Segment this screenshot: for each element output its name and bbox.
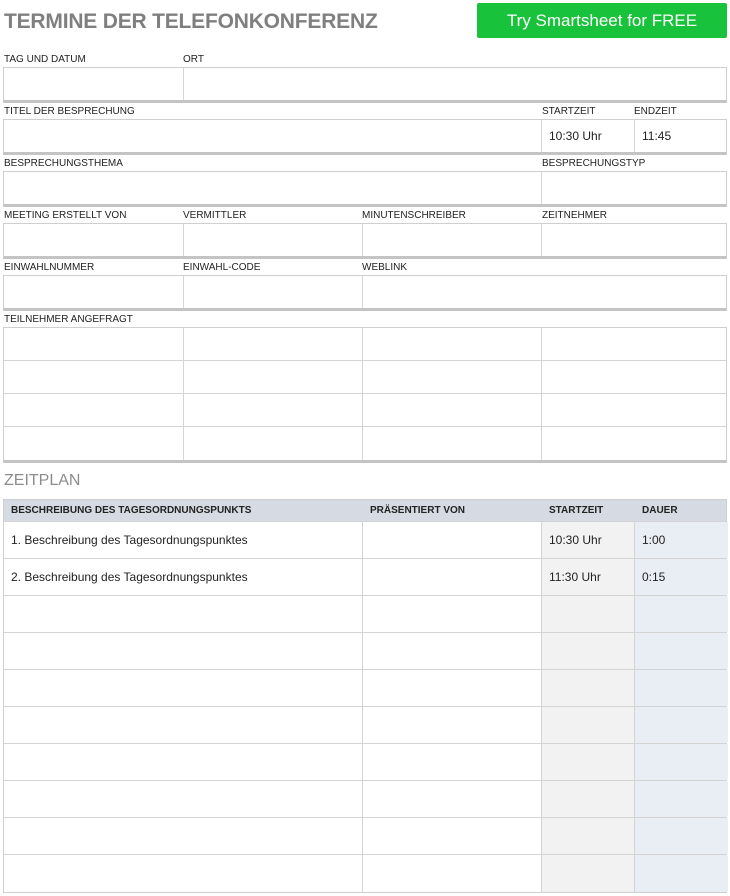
label-teilnehmer: TEILNEHMER ANGEFRAGT bbox=[4, 314, 133, 325]
participant-cell[interactable] bbox=[542, 361, 726, 393]
table-row bbox=[4, 633, 726, 670]
participants-grid bbox=[3, 327, 727, 463]
end-time-field[interactable]: 11:45 bbox=[642, 129, 672, 143]
agenda-presenter-cell[interactable] bbox=[363, 855, 542, 892]
agenda-presenter-cell[interactable] bbox=[363, 744, 542, 780]
agenda-description-cell[interactable] bbox=[4, 633, 363, 669]
participant-cell[interactable] bbox=[184, 394, 363, 426]
form-row-roles bbox=[3, 209, 727, 259]
label-minutenschreiber: MINUTENSCHREIBER bbox=[362, 210, 466, 221]
agenda-start-cell[interactable] bbox=[542, 707, 635, 743]
agenda-description-cell[interactable]: 1. Beschreibung des Tagesordnungspunktes bbox=[4, 522, 363, 558]
table-row bbox=[4, 559, 726, 596]
participant-cell[interactable] bbox=[363, 361, 542, 393]
participant-cell[interactable] bbox=[184, 328, 363, 360]
agenda-start-cell[interactable] bbox=[542, 670, 635, 706]
created-by-field[interactable] bbox=[4, 224, 184, 256]
agenda-start-cell[interactable] bbox=[542, 855, 635, 892]
participants-row bbox=[4, 394, 726, 427]
agenda-description-cell[interactable] bbox=[4, 596, 363, 632]
schedule-header-row bbox=[4, 500, 726, 522]
label-startzeit: STARTZEIT bbox=[542, 106, 596, 117]
label-einwahl-code: EINWAHL-CODE bbox=[183, 262, 261, 273]
agenda-start-cell[interactable]: 10:30 Uhr bbox=[542, 522, 635, 558]
participant-cell[interactable] bbox=[184, 361, 363, 393]
agenda-start-cell[interactable] bbox=[542, 596, 635, 632]
agenda-presenter-cell[interactable] bbox=[363, 633, 542, 669]
agenda-start-cell[interactable] bbox=[542, 744, 635, 780]
form-row-dial-in bbox=[3, 261, 727, 311]
agenda-start-cell[interactable] bbox=[542, 781, 635, 817]
agenda-description-cell[interactable] bbox=[4, 744, 363, 780]
table-row bbox=[4, 670, 726, 707]
form-row-topic-type bbox=[3, 157, 727, 207]
participant-cell[interactable] bbox=[363, 328, 542, 360]
minute-taker-field[interactable] bbox=[363, 224, 542, 256]
weblink-field[interactable] bbox=[363, 276, 726, 308]
agenda-duration-cell[interactable]: 1:00 bbox=[635, 522, 728, 558]
table-row bbox=[4, 855, 726, 892]
agenda-presenter-cell[interactable] bbox=[363, 781, 542, 817]
meeting-type-field[interactable] bbox=[542, 172, 726, 204]
table-row bbox=[4, 818, 726, 855]
schedule-title: ZEITPLAN bbox=[4, 472, 81, 489]
label-erstellt-von: MEETING ERSTELLT VON bbox=[4, 210, 127, 221]
agenda-duration-cell[interactable] bbox=[635, 781, 728, 817]
agenda-duration-cell[interactable]: 0:15 bbox=[635, 559, 728, 595]
agenda-presenter-cell[interactable] bbox=[363, 596, 542, 632]
col-header-presenter: PRÄSENTIERT VON bbox=[370, 505, 466, 516]
agenda-description-cell[interactable] bbox=[4, 781, 363, 817]
participant-cell[interactable] bbox=[542, 328, 726, 360]
dial-in-code-field[interactable] bbox=[184, 276, 363, 308]
label-zeitnehmer: ZEITNEHMER bbox=[542, 210, 607, 221]
dial-in-number-field[interactable] bbox=[4, 276, 184, 308]
participant-cell[interactable] bbox=[542, 394, 726, 426]
label-endzeit: ENDZEIT bbox=[634, 106, 677, 117]
agenda-description-cell[interactable] bbox=[4, 818, 363, 854]
agenda-presenter-cell[interactable] bbox=[363, 670, 542, 706]
agenda-duration-cell[interactable] bbox=[635, 818, 728, 854]
col-header-duration: DAUER bbox=[642, 505, 678, 516]
label-typ: BESPRECHUNGSTYP bbox=[542, 158, 646, 169]
form-row-date-location bbox=[3, 53, 727, 103]
agenda-duration-cell[interactable] bbox=[635, 744, 728, 780]
participant-cell[interactable] bbox=[4, 328, 184, 360]
agenda-start-cell[interactable] bbox=[542, 633, 635, 669]
table-row bbox=[4, 596, 726, 633]
label-ort: ORT bbox=[183, 54, 204, 65]
agenda-duration-cell[interactable] bbox=[635, 633, 728, 669]
participant-cell[interactable] bbox=[363, 427, 542, 460]
agenda-duration-cell[interactable] bbox=[635, 855, 728, 892]
participant-cell[interactable] bbox=[363, 394, 542, 426]
participant-cell[interactable] bbox=[4, 394, 184, 426]
label-vermittler: VERMITTLER bbox=[183, 210, 247, 221]
agenda-start-cell[interactable] bbox=[542, 818, 635, 854]
participants-section bbox=[3, 313, 727, 463]
timekeeper-field[interactable] bbox=[542, 224, 726, 256]
start-time-field[interactable]: 10:30 Uhr bbox=[542, 120, 635, 152]
participants-row bbox=[4, 427, 726, 460]
participants-row bbox=[4, 361, 726, 394]
agenda-start-cell[interactable]: 11:30 Uhr bbox=[542, 559, 635, 595]
location-field[interactable] bbox=[184, 68, 726, 100]
meeting-topic-field[interactable] bbox=[4, 172, 542, 204]
agenda-description-cell[interactable] bbox=[4, 855, 363, 892]
participant-cell[interactable] bbox=[184, 427, 363, 460]
participant-cell[interactable] bbox=[542, 427, 726, 460]
agenda-presenter-cell[interactable] bbox=[363, 522, 542, 558]
agenda-description-cell[interactable] bbox=[4, 707, 363, 743]
col-header-start: STARTZEIT bbox=[549, 505, 604, 516]
agenda-duration-cell[interactable] bbox=[635, 670, 728, 706]
label-thema: BESPRECHUNGSTHEMA bbox=[4, 158, 123, 169]
table-row bbox=[4, 522, 726, 559]
schedule-table bbox=[3, 499, 727, 893]
table-row bbox=[4, 744, 726, 781]
agenda-presenter-cell[interactable] bbox=[363, 818, 542, 854]
label-titel: TITEL DER BESPRECHUNG bbox=[4, 106, 135, 117]
agenda-duration-cell[interactable] bbox=[635, 707, 728, 743]
agenda-description-cell[interactable]: 2. Beschreibung des Tagesordnungspunktes bbox=[4, 559, 363, 595]
date-field[interactable] bbox=[4, 68, 184, 100]
label-weblink: WEBLINK bbox=[362, 262, 408, 273]
form-row-title-time bbox=[3, 105, 727, 155]
table-row bbox=[4, 781, 726, 818]
facilitator-field[interactable] bbox=[184, 224, 363, 256]
meeting-title-field[interactable] bbox=[4, 120, 542, 152]
agenda-presenter-cell[interactable] bbox=[363, 559, 542, 595]
page-title: TERMINE DER TELEFONKONFERENZ bbox=[4, 10, 378, 33]
agenda-duration-cell[interactable] bbox=[635, 596, 728, 632]
try-smartsheet-button[interactable]: Try Smartsheet for FREE bbox=[477, 3, 727, 38]
participant-cell[interactable] bbox=[4, 361, 184, 393]
participant-cell[interactable] bbox=[4, 427, 184, 460]
participants-row bbox=[4, 328, 726, 361]
agenda-presenter-cell[interactable] bbox=[363, 707, 542, 743]
label-einwahlnummer: EINWAHLNUMMER bbox=[4, 262, 95, 273]
col-header-description: BESCHREIBUNG DES TAGESORDNUNGSPUNKTS bbox=[11, 505, 252, 516]
agenda-description-cell[interactable] bbox=[4, 670, 363, 706]
table-row bbox=[4, 707, 726, 744]
label-tag-und-datum: TAG UND DATUM bbox=[4, 54, 86, 65]
